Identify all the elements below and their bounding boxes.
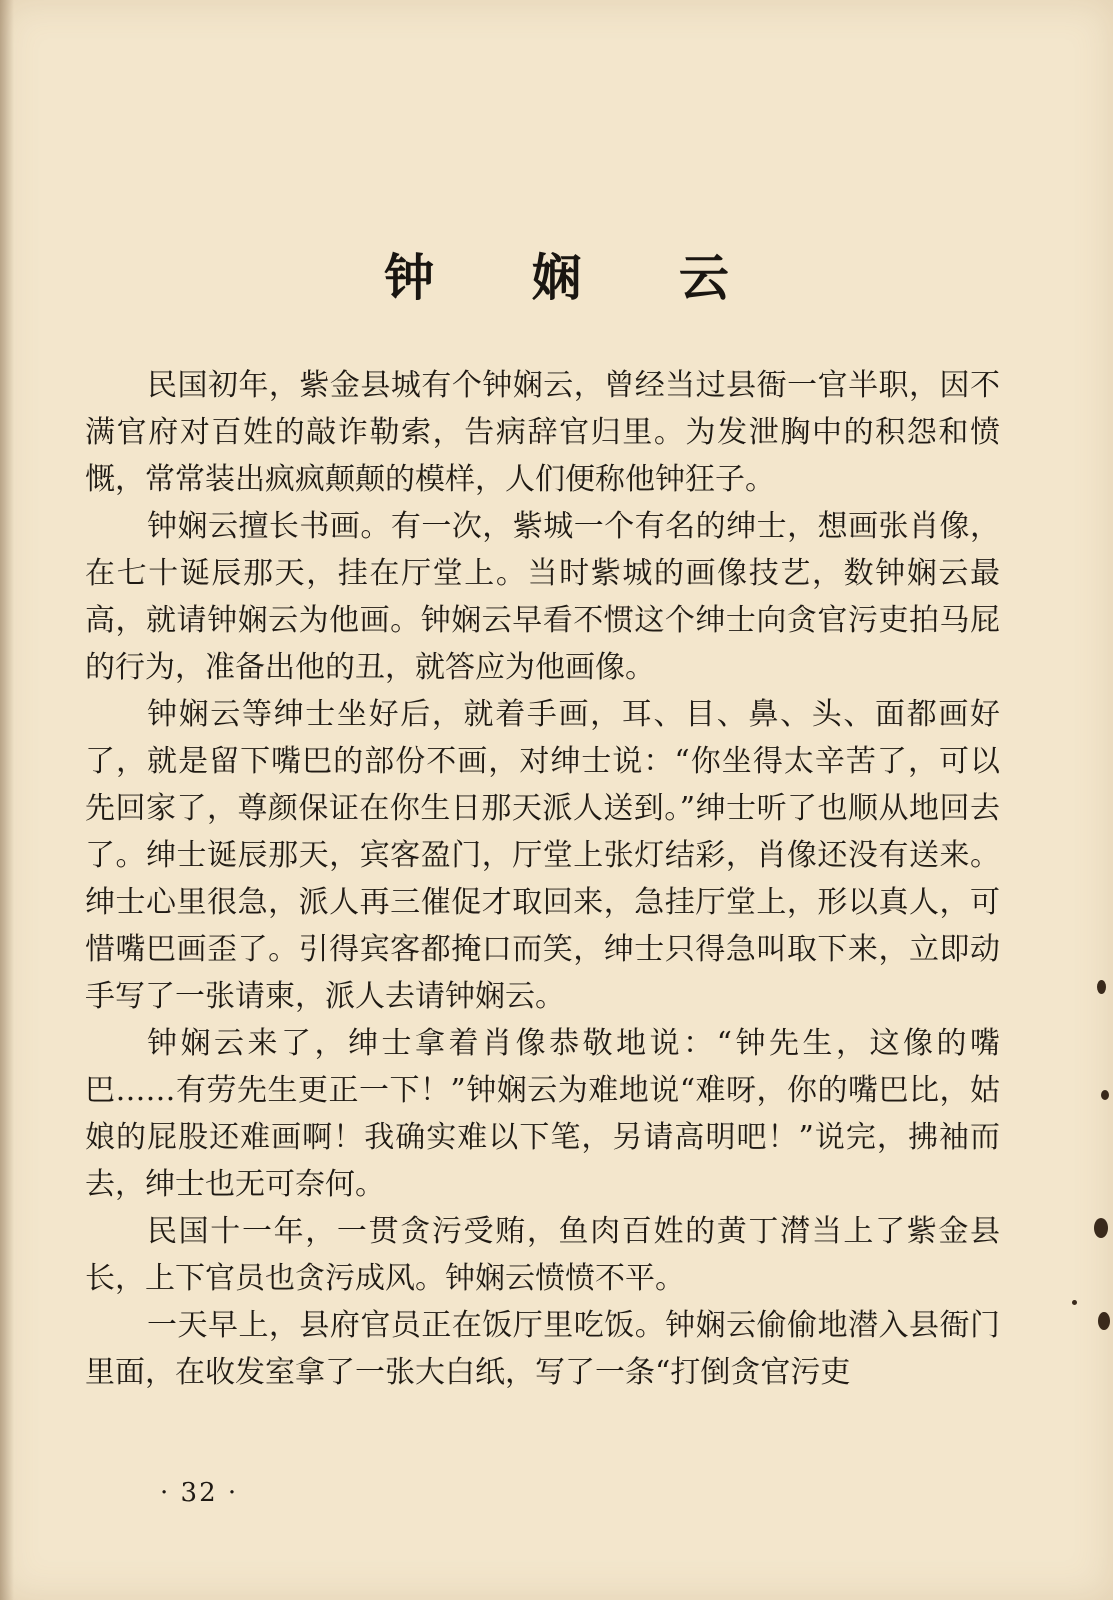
paper-speck — [1094, 1218, 1108, 1238]
paragraph: 民国十一年，一贯贪污受贿，鱼肉百姓的黄丁潸当上了紫金县长，上下官员也贪污成风。钟娴云愤愤不平。 — [85, 1214, 1000, 1296]
page-number: · 32 · — [160, 1478, 239, 1508]
paragraph: 钟娴云来了，绅士拿着肖像恭敬地说：“钟先生，这像的嘴巴……有劳先生更正一下！”钟娴云为难地说“难呀，你的嘴巴比，姑娘的屁股还难画啊！我确实难以下笔，另请高明吧！”说完，拂袖而去，绅士也无可奈何。 — [85, 1026, 1000, 1202]
paper-speck — [1097, 980, 1106, 994]
paragraph: 民国初年，紫金县城有个钟娴云，曾经当过县衙一官半职，因不满官府对百姓的敲诈勒索，告病辞官归里。为发泄胸中的积怨和愤慨，常常装出疯疯颠颠的模样，人们便称他钟狂子。 — [85, 368, 1000, 497]
paragraph: 钟娴云等绅士坐好后，就着手画，耳、目、鼻、头、面都画好了，就是留下嘴巴的部份不画，对绅士说：“你坐得太辛苦了，可以先回家了，尊颜保证在你生日那天派人送到。”绅士听了也顺从地回去了。绅士诞辰那天，宾客盈门，厅堂上张灯结彩，肖像还没有送来。绅士心里很急，派人再三催促才取回来，急挂厅堂上，形以真人，可惜嘴巴画歪了。引得宾客都掩口而笑，绅士只得急叫取下来，立即动手写了一张请柬，派人去请钟娴云。 — [85, 697, 1000, 1014]
page-title: 钟 娴 云 — [384, 248, 769, 307]
paragraph: 钟娴云擅长书画。有一次，紫城一个有名的绅士，想画张肖像，在七十诞辰那天，挂在厅堂上。当时紫城的画像技艺，数钟娴云最高，就请钟娴云为他画。钟娴云早看不惯这个绅士向贪官污吏拍马屁的行为，准备出他的丑，就答应为他画像。 — [85, 509, 1000, 685]
body-text — [85, 362, 1000, 1396]
paper-speck — [1101, 1090, 1109, 1100]
paper-speck — [1098, 1312, 1110, 1330]
paper-speck — [1072, 1300, 1077, 1305]
paragraph: 一天早上，县府官员正在饭厅里吃饭。钟娴云偷偷地潜入县衙门里面，在收发室拿了一张大白纸，写了一条“打倒贪官污吏 — [85, 1308, 1000, 1390]
